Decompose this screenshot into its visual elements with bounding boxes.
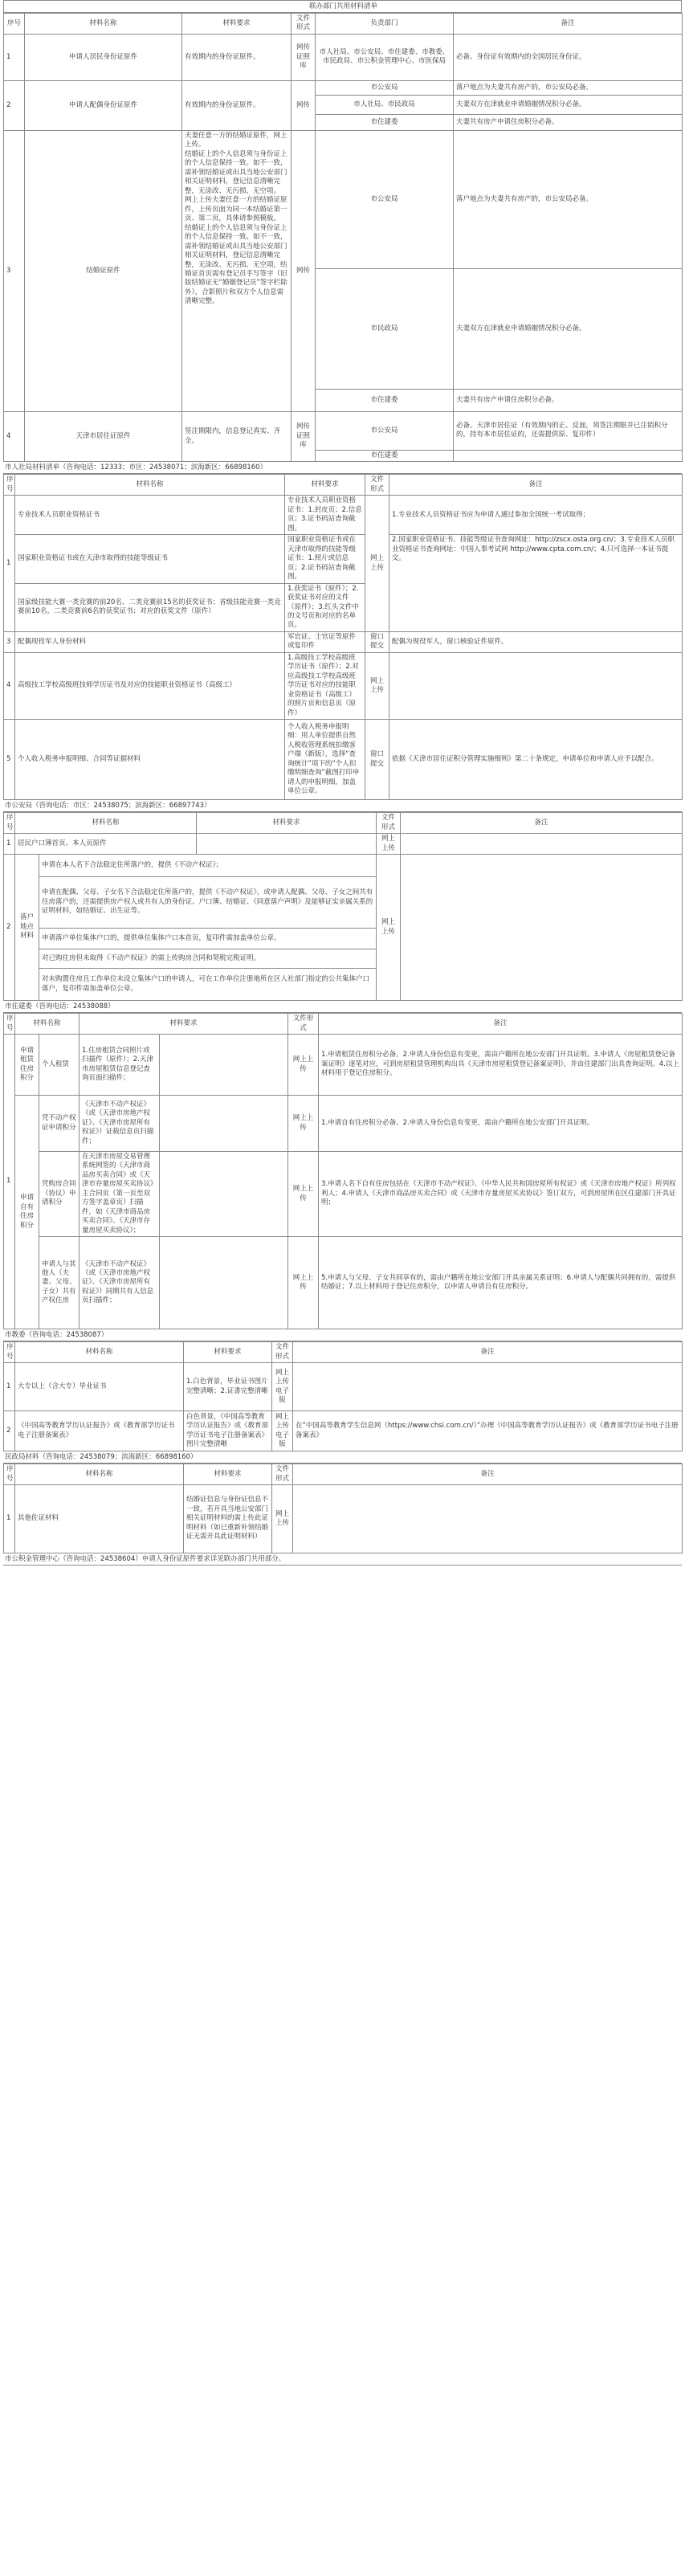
req-line: 夫妻任意一方的结婚证原件，网上上传。 <box>185 131 287 149</box>
table-header-row <box>4 1342 683 1363</box>
header-form: 文件形式 <box>377 813 401 834</box>
row-no: 3 <box>4 130 25 411</box>
material-req <box>197 834 377 855</box>
footer-note: 市公积金管理中心（咨询电话：24538604）申请人身份证原件要求详见联办部门共用部分。 <box>3 1553 682 1566</box>
police-table <box>3 812 683 1001</box>
housing-table <box>3 1013 683 1329</box>
file-form: 网上上传 <box>288 1152 319 1237</box>
header-note: 备注 <box>319 1014 683 1035</box>
material-req: 《天津市不动产权证》（或《天津市房地产权证》、《天津市房屋所有权证》）同期共有人信息页扫描件； <box>80 1237 160 1329</box>
header-name: 材料名称 <box>15 475 285 496</box>
material-req: 1.获奖证书（原件）；2.获奖证书对应的文件（原件）；3.红头文件中的文号页和对应的名单页。 <box>285 583 365 631</box>
header-name: 材料名称 <box>15 1014 80 1035</box>
material-req: 有效期内的身份证原件。 <box>182 80 292 130</box>
note: 1.申请租赁住房积分必备。2.申请人身份信息有变更，需由户籍所在地公安部门开具证明。3.申请人《房屋租赁登记备案证明》逐笔对应，可到房屋租赁管理机构出具《天津市房屋租赁登记备案证明》，并由住建部门出具查询证明。4.以上材料用于登记住房积分。 <box>319 1035 683 1096</box>
header-req: 材料要求 <box>197 813 377 834</box>
table-row <box>4 1237 683 1329</box>
police-item: 申请在配偶、父母、子女名下合法稳定住所落户的，提供《不动产权证》，或申请人配偶、父母、子女之间共有住房落户的，还需提供房产权人或共有人的身份证、户口簿、结婚证、《同意落户声明》及能够证实亲属关系的证明材料，如结婚证、出生证等。 <box>39 877 377 929</box>
note: 1.专业技术人员资格证书应为申请人通过参加全国统一考试取得； <box>389 496 683 535</box>
material-name: 高级技工学校高级班技师学历证书及对应的技能职业资格证书（高级工） <box>15 652 285 719</box>
note: 依据《天津市居住证积分管理实施细则》第二十条规定，申请单位和申请人应予以配合。 <box>389 720 683 800</box>
req-line: 网上上传夫妻任意一方的结婚证原件，上传页面为同一本结婚证第一页、第二页，具体请参照模板。 <box>185 196 287 223</box>
housing-category: 申请自有住房积分 <box>15 1096 39 1329</box>
row-no: 1 <box>4 34 25 80</box>
row-no: 1 <box>4 1363 15 1411</box>
material-name: 个人租赁 <box>39 1035 80 1096</box>
table-header-row <box>4 14 683 35</box>
header-note: 备注 <box>401 813 683 834</box>
material-detail <box>160 1152 288 1237</box>
table-header-row <box>4 1014 683 1035</box>
file-form: 网上上传 <box>365 652 389 719</box>
file-form: 网上上传 <box>272 1485 293 1553</box>
material-req: 1.高级技工学校高级班学历证书（原件）；2.对应高级技工学校高级班学历证书对应的技能职业资格证书（高级工）的照片页和信息页（原件） <box>285 652 365 719</box>
material-name: 凭不动产权证申请积分 <box>39 1096 80 1152</box>
header-req: 材料要求 <box>80 1014 288 1035</box>
table-row <box>4 720 683 800</box>
note <box>389 652 683 719</box>
material-req: 结婚证信息与身份证信息不一致，若开具当地公安部门相关证明材料的需上传此证明材料（如已重新补领结婚证无需开具此证明材料） <box>184 1485 272 1553</box>
note: 落户地点为夫妻共有房产的，市公安局必备。 <box>454 130 683 268</box>
row-no: 2 <box>4 80 25 130</box>
table-row <box>4 1152 683 1237</box>
table-header-row <box>4 475 683 496</box>
material-name: 申请人居民身份证原件 <box>25 34 182 80</box>
material-req: 有效期内的身份证原件。 <box>182 34 292 80</box>
file-form: 窗口提交 <box>365 720 389 800</box>
file-form: 网传证照库 <box>292 411 316 461</box>
material-req: 1.白色背景，毕业证书图片完整清晰；2.证書完整清晰 <box>184 1363 272 1411</box>
header-req: 材料要求 <box>182 14 292 35</box>
edu-section-title: 市教委（咨询电话：24538087） <box>3 1329 682 1341</box>
material-req: 《天津市不动产权证》（或《天津市房地产权证》、《天津市房屋所有权证》）证载信息页扫描件； <box>80 1096 160 1152</box>
header-note: 备注 <box>293 1342 683 1363</box>
material-req: 1.住房租赁合同照片或扫描件（原件）；2.天津市房屋租赁信息登记查询页面扫描件； <box>80 1035 160 1096</box>
police-item: 申请落户单位集体户口的，提供单位集体户口本首页，复印件需加盖单位公章。 <box>39 929 377 949</box>
material-req: 白色背景，《中国高等教育学历认证报告》或《教育部学历证书电子注册备案表》图片完整清晰 <box>184 1411 272 1451</box>
civil-section-title: 民政局材料（咨询电话：24538079；滨海新区：66898160） <box>3 1451 682 1464</box>
table-row <box>4 652 683 719</box>
row-no: 4 <box>4 411 25 461</box>
civil-table <box>3 1464 683 1553</box>
note: 夫妻共有房产申请住房积分必备。 <box>454 389 683 411</box>
material-req <box>182 130 292 411</box>
row-no: 1 <box>4 1485 15 1553</box>
file-form: 网上上传 <box>377 834 401 855</box>
file-form: 网上上传电子版 <box>272 1411 293 1451</box>
dept: 市民政局 <box>316 268 454 389</box>
dept: 市住建委 <box>316 450 454 461</box>
dept: 市住建委 <box>316 389 454 411</box>
note: 在“中国高等教育学生信息网（https://www.chsi.com.cn/）”办理《中国高等教育学历认证报告》或《教育部学历证书电子注册备案表》 <box>293 1411 683 1451</box>
table-row <box>4 80 683 95</box>
dept: 市公安局 <box>316 130 454 268</box>
police-item: 申请在本人名下合法稳定住所落户的，提供《不动产权证》； <box>39 855 377 877</box>
header-no: 序号 <box>4 1342 15 1363</box>
file-form: 网上上传 <box>288 1237 319 1329</box>
header-name: 材料名称 <box>15 1464 184 1485</box>
req-line: 结婚证上的个人信息须与身份证上的个人信息保持一致。如不一致，需补领结婚证或出具当地公安部门相关证明材料，登记信息清晰完整，无涂改、无污损、无空项。 <box>185 149 287 195</box>
edu-table <box>3 1341 683 1451</box>
header-note: 备注 <box>389 475 683 496</box>
note: 3.申请人名下自有住房包括在《天津市不动产权证》、《中华人民共和国房屋所有权证》或《天津市房地产权证》所列权利人；4.申请人《天津市商品房买卖合同》或《天津市存量房屋买卖协议》签订双方，可到房屋所在区住建部门开具证明； <box>319 1152 683 1237</box>
table-row <box>4 631 683 652</box>
file-form: 网上上传 <box>365 496 389 632</box>
req-line: 结婚证上的个人信息须与身份证上的个人信息保持一致。如不一致，需补领结婚证或出具当地公安部门相关证明材料，登记信息清晰完整，无涂改、无污损、无空项，结婚证首页需有登记员手写签字（旧版结婚证无“婚姻登记员”签字栏除外），合影照片和双方个人信息需清晰完整。 <box>185 223 287 306</box>
table-row <box>4 1096 683 1152</box>
file-form: 网传 <box>292 130 316 411</box>
material-name: 配偶现役军人身份材料 <box>15 631 285 652</box>
header-no: 序号 <box>4 1014 15 1035</box>
header-no: 序号 <box>4 14 25 35</box>
row-no: 3 <box>4 631 15 652</box>
material-req: 在天津市房屋交易管理系统网签的《天津市商品房买卖合同》或《天津市存量房屋买卖协议》主合同页（第一页至双方签字盖章页）扫描件，如《天津市商品房买卖合同》、《天津市存量房屋买卖协议》； <box>80 1152 160 1237</box>
note: 2.国家职业资格证书、技能等级证书查询网址：http://zscx.osta.org.cn/；3.专业技术人员职业资格证书查询网址：中国人事考试网 http://www.cpta.com.cn/；4.只可选择一本证书提交。 <box>389 535 683 632</box>
header-form: 文件形式 <box>288 1014 319 1035</box>
material-name: 国家职业资格证书或在天津市取得的技能等级证书 <box>15 535 285 583</box>
dept: 市人社局、市民政局 <box>316 95 454 114</box>
file-form: 网上上传 <box>288 1035 319 1096</box>
material-name: 申请人与其他人（夫妻、父母、子女）共有产权住房 <box>39 1237 80 1329</box>
material-name: 结婚证原件 <box>25 130 182 411</box>
police-section-title: 市公安局（咨询电话：市区：24538075；滨海新区：66897743） <box>3 800 682 812</box>
table-row <box>4 535 683 583</box>
dept: 市公安局 <box>316 411 454 450</box>
housing-category: 申请租赁住房积分 <box>15 1035 39 1096</box>
table-row <box>4 496 683 535</box>
note: 夫妻双方在津就业申请婚姻情况积分必备。 <box>454 95 683 114</box>
header-dept: 负责部门 <box>316 14 454 35</box>
header-form: 文件形式 <box>365 475 389 496</box>
dept: 市住建委 <box>316 114 454 130</box>
table-header-row <box>4 813 683 834</box>
note <box>401 855 683 1001</box>
note: 落户地点为夫妻共有房产的，市公安局必备。 <box>454 80 683 95</box>
note: 必备。身份证有效期内的全国居民身份证。 <box>454 34 683 80</box>
note <box>454 450 683 461</box>
material-detail <box>160 1237 288 1329</box>
header-note: 备注 <box>454 14 683 35</box>
material-req: 军官证、士官证等原件或复印件 <box>285 631 365 652</box>
table-row <box>4 1411 683 1451</box>
material-name: 落户地点材料 <box>15 855 39 1001</box>
note: 必备。天津市居住证（有效期内的正、反面，须签注期限并已注销积分的，持有本市居住证的，还需提供原、复印件） <box>454 411 683 450</box>
note <box>293 1485 683 1553</box>
header-req: 材料要求 <box>285 475 365 496</box>
material-name: 其他佐证材料 <box>15 1485 184 1553</box>
note: 配偶为现役军人，窗口核验证件原件。 <box>389 631 683 652</box>
material-name: 居民户口簿首页、本人页原件 <box>15 834 197 855</box>
header-name: 材料名称 <box>25 14 182 35</box>
material-name: 国家级技能大赛一类竞赛的前20名、二类竞赛前15名的获奖证书；省级技能竞赛一类竞赛前10名、二类竞赛前6名的获奖证书；对应的获奖文件（原件） <box>15 583 285 631</box>
material-req: 专业技术人员职业资格证书：1.封皮页；2.信息页；3.证书码站查询截图。 <box>285 496 365 535</box>
police-item: 对已购住房但未取得《不动产权证》的需上传购房合同和契税完税证明。 <box>39 949 377 969</box>
header-note: 备注 <box>293 1464 683 1485</box>
note <box>293 1363 683 1411</box>
file-form: 网传证照库 <box>292 34 316 80</box>
dept: 市人社局、市公安局、市住建委、市教委、市民政局、市公积金管理中心、市医保局 <box>316 34 454 80</box>
row-no: 5 <box>4 720 15 800</box>
file-form: 窗口提交 <box>365 631 389 652</box>
joint-section-title: 联办部门共用材料清单 <box>3 0 682 13</box>
header-name: 材料名称 <box>15 1342 184 1363</box>
material-req: 签注期限内，信息登记真实、齐全。 <box>182 411 292 461</box>
table-row <box>4 855 683 877</box>
file-form: 网传 <box>292 80 316 130</box>
material-name: 天津市居住证原件 <box>25 411 182 461</box>
header-form: 文件形式 <box>272 1342 293 1363</box>
material-detail <box>160 1096 288 1152</box>
note: 夫妻双方在津就业申请婚姻情况积分必备。 <box>454 268 683 389</box>
table-row <box>4 1035 683 1096</box>
housing-section-title: 市住建委（咨询电话：24538088） <box>3 1001 682 1013</box>
row-no: 1 <box>4 496 15 632</box>
header-no: 序号 <box>4 813 15 834</box>
material-name: 《中国高等教育学历认证报告》或《教育部学历证书电子注册备案表》 <box>15 1411 184 1451</box>
material-req: 国家职业资格证书或在天津市取得的技能等级证书：1.照片或信息页；2.证书码站查询截图。 <box>285 535 365 583</box>
row-no: 1 <box>4 834 15 855</box>
row-no: 4 <box>4 652 15 719</box>
document <box>3 0 682 1566</box>
table-row <box>4 1485 683 1553</box>
header-req: 材料要求 <box>184 1464 272 1485</box>
header-no: 序号 <box>4 1464 15 1485</box>
table-row <box>4 130 683 268</box>
police-item: 对未购置住房且工作单位未设立集体户口的申请人，可在工作单位注册地所在区人社部门指定的公共集体户口落户，复印件需加盖单位公章。 <box>39 969 377 1001</box>
file-form: 网上上传 <box>377 855 401 1001</box>
header-no: 序号 <box>4 475 15 496</box>
material-name: 凭购房合同（协议）申请积分 <box>39 1152 80 1237</box>
file-form: 网上上传电子版 <box>272 1363 293 1411</box>
table-row <box>4 1363 683 1411</box>
note: 夫妻共有房产申请住房积分必备。 <box>454 114 683 130</box>
note <box>401 834 683 855</box>
row-no: 2 <box>4 855 15 1001</box>
note: 5.申请人与父母、子女共同享有的，需由户籍所在地公安部门开具亲属关系证明；6.申请人与配偶共同拥有的，需提供结婚证；7.以上材料用于登记住房积分，以申请人申请自有住房积分。 <box>319 1237 683 1329</box>
material-req: 个人收入税务申报明细：用人单位提供自然人税收管理系统扣缴客户端（新版），选择“查询统计”项下的“个人扣缴明细查询”截图打印申请人的申报明细，加盖单位公章。 <box>285 720 365 800</box>
hrss-table <box>3 474 683 800</box>
table-row <box>4 834 683 855</box>
row-no: 2 <box>4 1411 15 1451</box>
row-no: 1 <box>4 1035 15 1329</box>
material-name: 大专以上（含大专）毕业证书 <box>15 1363 184 1411</box>
header-form: 文件形式 <box>292 14 316 35</box>
material-name: 个人收入税务申报明细、合同等证据材料 <box>15 720 285 800</box>
header-form: 文件形式 <box>272 1464 293 1485</box>
hrss-section-title: 市人社局材料清单（咨询电话：12333；市区：24538071；滨海新区：66898160） <box>3 462 682 474</box>
note: 1.申请自有住房积分必备。2.申请人身份信息有变更，需由户籍所在地公安部门开具证明。 <box>319 1096 683 1152</box>
table-header-row <box>4 1464 683 1485</box>
file-form: 网上上传 <box>288 1096 319 1152</box>
material-name: 专业技术人员职业资格证书 <box>15 496 285 535</box>
material-detail <box>160 1035 288 1096</box>
table-row <box>4 411 683 450</box>
material-name: 申请人配偶身份证原件 <box>25 80 182 130</box>
header-name: 材料名称 <box>15 813 197 834</box>
dept: 市公安局 <box>316 80 454 95</box>
table-row <box>4 34 683 80</box>
joint-table <box>3 13 683 462</box>
header-req: 材料要求 <box>184 1342 272 1363</box>
